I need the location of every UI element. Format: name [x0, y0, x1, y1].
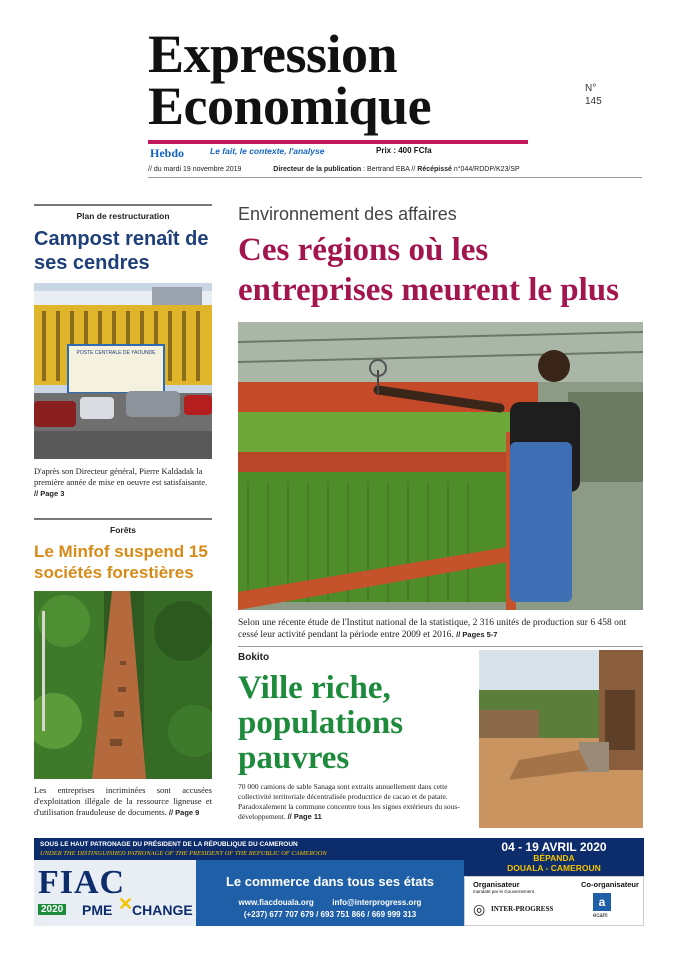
issue-label: N° [585, 83, 597, 94]
ad-venue: BÉPANDA [533, 853, 575, 863]
ecam-logo-icon: a [593, 893, 611, 911]
pme-logo-text: PME [82, 902, 113, 918]
ad-date-block [464, 838, 644, 876]
publication-info-line [148, 166, 642, 178]
change-logo-text: CHANGE [132, 902, 193, 918]
main-kicker: Environnement des affaires [238, 204, 457, 224]
campost-building-photo [34, 283, 212, 459]
page-reference[interactable]: // Page 3 [34, 489, 65, 498]
forest-road-photo [34, 591, 212, 779]
masthead [148, 24, 538, 136]
ad-phones: (+237) 677 707 679 / 693 751 866 / 669 999 313 [243, 910, 417, 919]
article-bokito[interactable] [238, 652, 474, 822]
campost-photo-illustration [34, 283, 212, 459]
organiser-sub: mandaté par le Gouvernement [473, 889, 535, 894]
caption-text: Les entreprises incriminées sont accusées d'exploitation illégale de la ressource ligneuse et d'utilisation frauduleuse de documents. [34, 785, 212, 817]
page-reference[interactable]: // Page 9 [168, 808, 200, 817]
ad-website[interactable]: www.fiacdouala.org [238, 898, 314, 907]
coorganiser-name: ecam [593, 913, 608, 919]
fiac-logo-text: FIAC [38, 864, 126, 901]
ad-slogan-panel [196, 860, 464, 926]
ad-contact-line [196, 898, 464, 907]
article-caption [34, 466, 212, 499]
bokito-street-photo [479, 650, 643, 828]
ad-city: DOUALA - CAMEROUN [507, 863, 601, 873]
director-name: : Bertrand EBA // [363, 166, 416, 173]
main-caption [238, 617, 643, 641]
receipt-value: n°044/RDDP/K23/SP [453, 166, 520, 173]
article-caption [34, 785, 212, 818]
forest-photo-illustration [34, 591, 212, 779]
article-kicker: Bokito [238, 652, 270, 663]
exchange-x-icon: ✕ [118, 894, 134, 914]
ad-organisers-panel [464, 876, 644, 926]
headline-line: pauvres [238, 740, 350, 776]
main-article[interactable] [238, 204, 643, 647]
main-headline[interactable]: Ces régions où les entreprises meurent le plus [238, 232, 619, 308]
issue-price: Prix : 400 FCfa [376, 146, 432, 155]
issue-date: // du mardi 19 novembre 2019 [148, 166, 242, 173]
article-headline[interactable]: Le Minfof suspend 15 sociétés forestières [34, 542, 208, 582]
issue-number-block [585, 82, 602, 108]
coorganiser-label: Co-organisateur [581, 880, 639, 889]
nursery-photo-illustration [238, 322, 643, 610]
section-divider [238, 646, 643, 647]
masthead-title-line1: Expression [148, 24, 398, 84]
masthead-title-line2: Economique [148, 76, 432, 136]
organiser-name: INTER-PROGRESS [491, 905, 554, 913]
article-kicker: Forêts [34, 518, 212, 535]
article-body [238, 782, 474, 822]
director-label: Directeur de la publication [273, 166, 362, 173]
headline-line: Ville riche, [238, 670, 391, 706]
masthead-rule [148, 140, 528, 144]
masthead-hebdo: Hebdo [150, 146, 185, 160]
masthead-tagline: Le fait, le contexte, l'analyse [210, 146, 325, 156]
nursery-worker-photo [238, 322, 643, 610]
article-minfof[interactable] [34, 518, 212, 818]
body-text: 70 000 camions de sable Sanaga sont extraits annuellement dans cette collectivité territoriale décentralisée productrice de cacao et de patate. Paradoxalement la commune concentre tous les signes extérieurs du sous-développement. [238, 782, 460, 821]
left-column [34, 204, 212, 817]
sign-text: POSTE CENTRALE DE YAOUNDE [76, 350, 156, 356]
fiac-advertisement[interactable] [34, 838, 644, 926]
page-reference[interactable]: // Pages 5-7 [456, 630, 498, 639]
issue-number: 145 [585, 96, 602, 107]
headline-line: populations [238, 705, 404, 741]
caption-text: Selon une récente étude de l'Institut national de la statistique, 2 316 unités de production sur 6 458 ont cessé leur activité pendant la période entre 2009 et 2016. [238, 618, 627, 640]
ad-patronage-fr: SOUS LE HAUT PATRONAGE DU PRÉSIDENT DE LA RÉPUBLIQUE DU CAMEROUN [40, 841, 298, 848]
article-kicker: Plan de restructuration [34, 204, 212, 221]
bokito-photo-illustration [479, 650, 643, 828]
interprogress-logo-icon: ◎ [473, 901, 486, 917]
page-reference[interactable]: // Page 11 [287, 812, 322, 821]
ad-patronage-en: UNDER THE DISTINGUISHED PATRONAGE OF THE PRESIDENT OF THE REPUBLIC OF CAMEROON [40, 850, 327, 857]
article-headline[interactable]: Campost renaît de ses cendres [34, 228, 209, 274]
ad-dates: 04 - 19 AVRIL 2020 [501, 840, 607, 854]
ad-logo-panel [34, 860, 196, 926]
ad-email[interactable]: info@interprogress.org [332, 898, 422, 907]
article-campost[interactable] [34, 204, 212, 499]
caption-text: D'après son Directeur général, Pierre Kaldadak la première année de mise en oeuvre est satisfaisante. [34, 466, 208, 487]
organiser-label: Organisateur [473, 880, 520, 889]
ad-slogan: Le commerce dans tous ses états [225, 874, 435, 889]
article-headline[interactable] [238, 671, 474, 776]
receipt-label: Récépissé [417, 166, 452, 173]
fiac-logo-year: 2020 [38, 904, 66, 915]
